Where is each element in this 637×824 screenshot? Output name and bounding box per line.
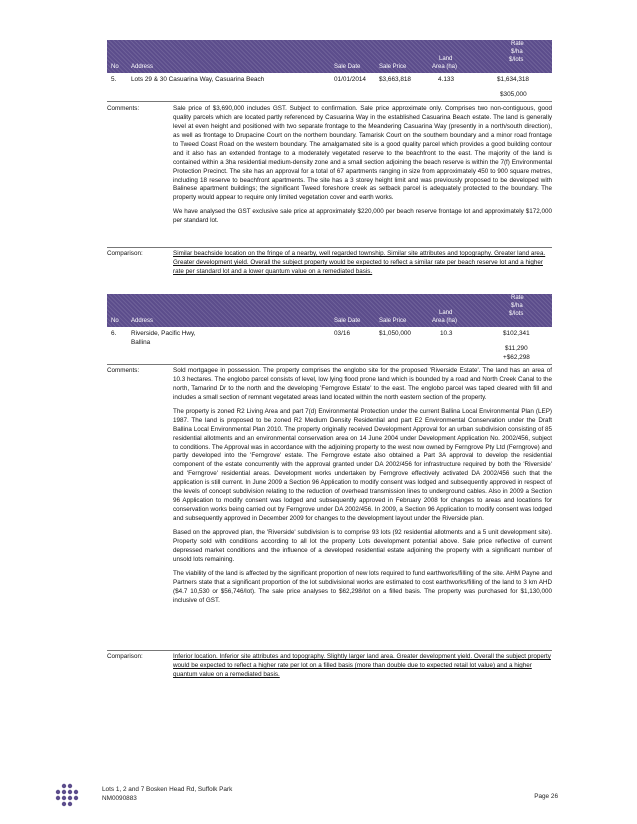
divider — [107, 364, 552, 365]
sale-price: $3,663,818 — [379, 76, 411, 83]
comments-text — [173, 367, 552, 605]
comparison-block — [107, 250, 552, 277]
divider — [107, 101, 552, 102]
table-row — [107, 73, 552, 101]
comment-paragraph: The viability of the land is affected by the significant proportion of new lots required to fund earthworks/filling of the site. AHM Payne and Partners state that a significant proportion of the lot subdivisional works are estimated to cost earthworks/filling of the land to 3 km AHD ($4.7 10,530 or $56,746/lot). The sale price analyses to $62,298/lot on a filled basis. The property was purchased for $1,130,000 inclusive of GST. — [173, 569, 552, 604]
rate-per-lot: $11,290 — [505, 345, 528, 352]
footer-property: Lots 1, 2 and 7 Bosken Head Rd, Suffolk Park — [102, 786, 233, 793]
header-address: Address — [131, 64, 154, 70]
page-footer — [44, 778, 558, 808]
comparison-label: Comparison: — [107, 653, 143, 660]
rate-per-ha: $102,341 — [503, 330, 530, 337]
header-land-area-2: Area (ha) — [432, 318, 458, 324]
sale-number: 5. — [111, 76, 117, 83]
header-rate-1: Rate — [511, 41, 524, 47]
table-header — [107, 294, 552, 327]
comments-block — [107, 367, 552, 610]
footer-reference: NM0090883 — [102, 794, 137, 802]
header-rate-3: $/lots — [509, 311, 524, 317]
comment-paragraph: We have analysed the GST exclusive sale price at approximately $220,000 per beach reserve frontage lot and approximately $172,000 per standard lot. — [173, 208, 552, 225]
sale-address-line2: Ballina — [131, 339, 151, 346]
land-area: 10.3 — [440, 330, 453, 337]
sale-address: Lots 29 & 30 Casuarina Way, Casuarina Beach — [131, 76, 265, 83]
comment-paragraph: Based on the approved plan, the 'Riverside' subdivision is to comprise 93 lots (92 residential allotments and a 5 unit development site). Property sold with conditions according to all lot the property Lots development potential above. Sale price reflective of current depressed market conditions and the influence of a developed residential estate adjoining the property with a significant number of unsold lots remaining. — [173, 528, 552, 563]
header-no: No — [111, 318, 119, 324]
header-sale-date: Sale Date — [334, 318, 361, 324]
header-rate-3: $/lots — [509, 57, 524, 63]
comparison-text: Inferior location. Inferior site attributes and topography. Slightly larger land area. Greater development yield. Overall the subject property would be expected to reflect a higher rate per lot on a filled basis (more than double due to expected retail lot value) and a higher quantum value on a remediated basis. — [173, 653, 551, 678]
comparison-block — [107, 653, 552, 680]
header-rate-1: Rate — [511, 295, 524, 301]
page-number: Page 26 — [534, 793, 558, 800]
sale-price: $1,050,000 — [379, 330, 411, 337]
comparison-label: Comparison: — [107, 250, 143, 257]
sale-table-6 — [107, 294, 552, 678]
header-no: No — [111, 64, 119, 70]
sale-address-line1: Riverside, Pacific Hwy, — [131, 330, 196, 337]
header-land-area-1: Land — [439, 56, 453, 62]
comments-block — [107, 105, 552, 231]
comment-paragraph: The property is zoned R2 Living Area and part 7(d) Environmental Protection under the current Ballina Local Environmental Plan (LEP) 1987. The land is proposed to be zoned R2 Medium Density Residential and part E2 Environmental Conservation under the Draft Ballina Local Environmental Plan 2010. The property originally received Development Approval for an urban subdivision consisting of 85 residential allotments and an environmental conservation area on 14 June 2004 under Development Application No. 2002/456, subject to conditions. The Approval was in accordance with the adjoining property to the west now owned by Ferngrove Pty Ltd (Ferngrove) and partly developed into the 'Ferngrove' estate. The Ferngrove estate also obtained a Part 3A approval to develop the residential component of the estate concurrently with the approval granted under DA 2002/456 for infrastructure required by both the 'Riverside' and 'Ferngrove' residential areas. Development works undertaken by Ferngrove effectively activated DA 2002/456 such that the application is still current. In June 2009 a Section 96 Application to modify consent was lodged and subsequently approved in respect of the levels of concept subdivision relating to the reduction of overhead transmission lines to underground cables. Also in 2009 a Section 96 Application to modify consent was lodged and subsequently approved in February 2008 for changes to areas and locations for conservation works being carried out by Ferngrove under DA 2002/456. In 2009, a Section 96 Application to modify consent was lodged and subsequently approved in December 2009 for changes to the development layout under the Riverside plan. — [173, 407, 552, 522]
table-header — [107, 40, 552, 73]
divider — [107, 650, 552, 651]
rate-per-ha: $1,634,318 — [497, 76, 529, 83]
header-land-area-2: Area (ha) — [432, 64, 458, 70]
header-address: Address — [131, 318, 154, 324]
rate-per-lot-filled: +$62,298 — [503, 354, 530, 361]
sale-table-5 — [107, 40, 552, 275]
divider — [107, 247, 552, 248]
rate-per-lot: $305,000 — [500, 91, 527, 98]
sale-date: 03/16 — [334, 330, 350, 337]
header-sale-price: Sale Price — [379, 64, 407, 70]
header-sale-date: Sale Date — [334, 64, 361, 70]
footer-text — [102, 786, 232, 803]
company-logo-icon — [54, 783, 80, 807]
table-row — [107, 327, 552, 363]
header-rate-2: $/ha — [511, 303, 523, 309]
header-land-area-1: Land — [439, 310, 453, 316]
header-rate-2: $/ha — [511, 49, 523, 55]
comments-label: Comments: — [107, 105, 140, 112]
sale-number: 6. — [111, 330, 117, 337]
comparison-text: Similar beachside location on the fringe of a nearby, well regarded township. Similar site attributes and topography. Greater land area. Greater development yield. Overall the subject property would be expected to reflect a similar rate per beach reserve lot and a higher rate per standard lot and a lower quantum value on a remediated basis. — [173, 250, 546, 275]
comment-paragraph: Sale price of $3,690,000 includes GST. Subject to confirmation. Sale price approximate only. Comprises two non-contiguous, good quality parcels which are located partly referenced by Casuarina Way in the established Casuarina Beach estate. The land is generally level at even height and positioned with two separate frontage to the Meandering Casuarina Way (presently in a north/south direction), as well as frontage to Drupacine Court on the northern boundary. Tamarisk Court on the southern boundary and a minor road frontage to Tweed Coast Road on the western boundary. The amalgamated site is a good quality parcel which provides a good building contour and it also has an extended frontage to a moderately vegetated reserve to the beachfront to the east. The majority of the land is contained within a 3ha residential medium-density zone and a small section adjoining the beach reserve is within the 7(f) Environmental Protection Precinct. The site has an approval for a total of 67 apartments ranging in size from approximately 450 to 900 square metres, including 18 reserve to beachfront apartments. The site has a 3 storey height limit and was previously proposed to be developed with Balinese apartment buildings; the significant Tweed foreshore creek as setback parcel is adequately protected to the boundary. The property would appear to require only limited vegetation cover and earth works. — [173, 105, 552, 202]
comment-paragraph: Sold mortgagee in possession. The property comprises the englobo site for the proposed 'Riverside Estate'. The land has an area of 10.3 hectares. The englobo parcel consists of level, low lying flood prone land which is bounded by a road and North Creek Canal to the north, Tamarind Dr to the north and the developing 'Ferngrove Estate' to the east. The englobo parcel was taped cleared with fill and includes a small section of remnant vegetated areas land located within the north eastern section of the property. — [173, 367, 552, 401]
land-area: 4.133 — [438, 76, 454, 83]
comments-label: Comments: — [107, 367, 140, 374]
sale-date: 01/01/2014 — [334, 76, 366, 83]
comments-text — [173, 105, 552, 226]
header-sale-price: Sale Price — [379, 318, 407, 324]
